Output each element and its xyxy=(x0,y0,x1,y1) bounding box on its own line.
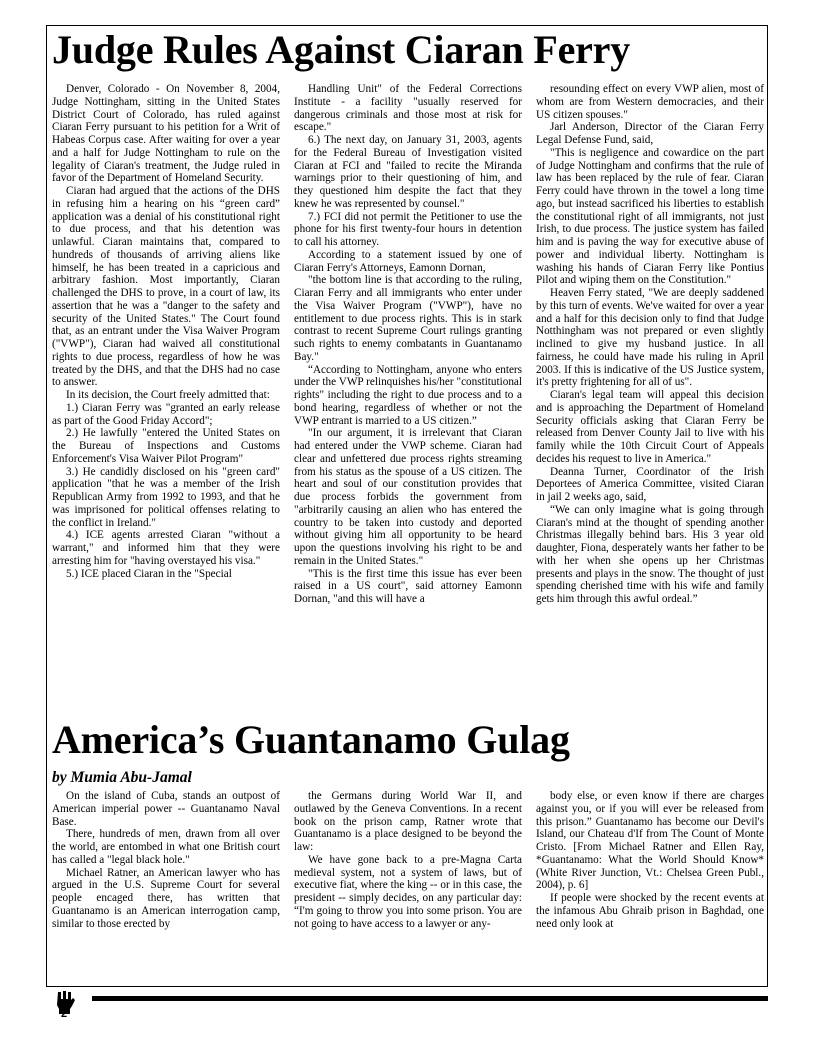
paragraph: According to a statement issued by one of Ciaran Ferry's Attorneys, Eamonn Dornan, xyxy=(294,248,522,274)
paragraph: There, hundreds of men, drawn from all over the world, are entombed in what one British court has called a "legal black hole." xyxy=(52,828,280,866)
article2-headline: America’s Guantanamo Gulag xyxy=(52,717,570,762)
paragraph: 4.) ICE agents arrested Ciaran "without a warrant," and informed him that they were arresting him for "having overstayed his visa." xyxy=(52,529,280,567)
paragraph: Jarl Anderson, Director of the Ciaran Ferry Legal Defense Fund, said, xyxy=(536,121,764,146)
paragraph: "This is the first time this issue has ever been raised in a US court", said attorney Eamonn Dornan, "and this will have a xyxy=(294,567,522,605)
paragraph: “We can only imagine what is going through Ciaran's mind at the thought of spending another Christmas illegally behind bars. His 3 year old daughter, Fiona, desperately wants her father to be with her when she opens up her Christmas presents and plays in the snow. The thought of just spending cherished time with his wife and family gets him through this awful ordeal.” xyxy=(536,503,764,605)
paragraph: Handling Unit" of the Federal Corrections Institute - a facility "usually reserved for dangerous criminals and those most at risk for escape." xyxy=(294,83,522,134)
article2-column-2 xyxy=(294,790,522,967)
paragraph: Denver, Colorado - On November 8, 2004, Judge Nottingham, sitting in the United States District Court of Colorado, has ruled against Ciaran Ferry pursuant to his petition for a Writ of Habeas Corpus case. After waiting for over a year and a half for Judge Nottingham to rule on the legality of Ciaran's treatment, the Judge ruled in favor of the Department of Homeland Security. xyxy=(52,83,280,185)
footer-rule xyxy=(92,996,768,1001)
paragraph: "In our argument, it is irrelevant that Ciaran had entered under the VWP scheme. Ciaran had clear and unfettered due process rights streaming from his status as the spouse of a US citizen. The heart and soul of our constitution provides that due process forbids the government from "arbitrarily causing an alien who has entered the country to be taken into custody and deported without giving him all opportunity to be heard upon the questions involving his right to be and remain in the United States." xyxy=(294,427,522,567)
article1-column-1 xyxy=(52,83,280,713)
paragraph: Ciaran's legal team will appeal this decision and is approaching the Department of Homeland Security officials asking that Ciaran Ferry be released from Denver County Jail to live with his family while the 10th Circuit Court of Appeals decides his request to live in America." xyxy=(536,389,764,465)
paragraph: the Germans during World War II, and outlawed by the Geneva Conventions. In a recent book on the prison camp, Ratner wrote that Guantanamo is a place designed to be beyond the law: xyxy=(294,790,522,853)
paragraph: We have gone back to a pre-Magna Carta medieval system, not a system of laws, but of executive fiat, where the king -- or in this case, the president -- simply decides, on any particular day: “I'm going to throw you into some prison. You are not going to have access to a lawyer or any- xyxy=(294,853,522,930)
article2-byline: by Mumia Abu-Jamal xyxy=(52,769,192,786)
paragraph: On the island of Cuba, stands an outpost of American imperial power -- Guantanamo Naval Base. xyxy=(52,790,280,828)
paragraph: resounding effect on every VWP alien, most of whom are from Western democracies, and their US citizen spouses." xyxy=(536,83,764,121)
paragraph: 2.) He lawfully "entered the United States on the Bureau of Inspections and Customs Enforcement's Visa Waiver Pilot Program" xyxy=(52,427,280,465)
paragraph: 7.) FCI did not permit the Petitioner to use the phone for his first twenty-four hours in detention to call his attorney. xyxy=(294,210,522,248)
paragraph: If people were shocked by the recent events at the infamous Abu Ghraib prison in Baghdad, one need only look at xyxy=(536,892,764,930)
paragraph: 5.) ICE placed Ciaran in the "Special xyxy=(66,567,232,580)
paragraph: 1.) Ciaran Ferry was "granted an early release as part of the Good Friday Accord"; xyxy=(52,401,280,427)
paragraph: "the bottom line is that according to the ruling, Ciaran Ferry and all immigrants who enter under the Visa Waiver Program ("VWP"), have no entitlement to due process rights. This is in stark contrast to recent Supreme Court rulings granting such rights to enemy combatants in Guantanamo Bay." xyxy=(294,274,522,363)
article2-column-3 xyxy=(536,790,764,967)
article1-body xyxy=(52,83,763,713)
paragraph: Ciaran had argued that the actions of the DHS in refusing him a hearing on his “green card” application was a denial of his constitutional right to due process, and that his detention was unlawful. Ciaran maintains that, compared to hundreds of thousands of arriving aliens like himself, he has been treated in a capricious and arbitrary fashion. Most importantly, Ciaran challenged the DHS to prove, in a court of law, its assertion that he was a "danger to the safety and security of the United States." The Court found that, as an entrant under the Visa Waiver Program ("VWP"), Ciaran had waived all constitutional rights to due process, regardless of how he was treated by the DHS, and that the DHS had no case to answer. xyxy=(52,185,280,389)
page-number: 2 xyxy=(60,1008,68,1018)
paragraph: body else, or even know if there are charges against you, or if you will ever be released from this prison.” Guantanamo has become our Devil's Island, our Chateau d'If from The Count of Monte Cristo. [From Michael Ratner and Ellen Ray, *Guantanamo: What the World Should Know* (White River Junction, Vt.: Chelsea Green Publ., 2004), p. 6] xyxy=(536,790,764,892)
paragraph: 6.) The next day, on January 31, 2003, agents for the Federal Bureau of Investigation visited Ciaran at FCI and "failed to recite the Miranda warnings prior to their questioning of him, and they questioned him despite the fact that they knew he was represented by counsel." xyxy=(294,134,522,210)
article1-column-3 xyxy=(536,83,764,713)
paragraph: "This is negligence and cowardice on the part of Judge Nottingham and confirms that the rule of law has been replaced by the rule of fear. Ciaran Ferry could have thrown in the towel a long time ago, but instead sacrificed his liberties to establish the constitutional right of all immigrants, not just Irish, to due process. The justice system has failed him and is paving the way for executive abuse of power and individual liberty. Nottingham is washing his hands of Ciaran Ferry like Pontius Pilot and wiping them on the Constitution." xyxy=(536,146,764,287)
paragraph: “According to Nottingham, anyone who enters under the VWP relinquishes his/her "constitutional rights" including the right to due process and to a bond hearing, regardless of whether or not the VWP entrant is married to a US citizen.” xyxy=(294,363,522,427)
paragraph: 3.) He candidly disclosed on his "green card" application "that he was a member of the Irish Republican Army from 1992 to 1993, and that he was imprisoned for political offenses relating to the conflict in Ireland." xyxy=(52,465,280,529)
article2-column-1 xyxy=(52,790,280,967)
raised-fist-icon xyxy=(50,990,78,1018)
paragraph: Deanna Turner, Coordinator of the Irish Deportees of America Committee, visited Ciaran in jail 2 weeks ago, said, xyxy=(536,465,764,503)
article1-column-2 xyxy=(294,83,522,713)
paragraph: Heaven Ferry stated, "We are deeply saddened by this turn of events. We've waited for over a year and a half for this decision only to find that Judge Notthingham was not prepared or even slightly inclined to give my husband justice. In all fairness, he could have made his ruling in April 2003. If this is indicative of the US Justice system, it's pretty frightening for all of us". xyxy=(536,287,764,389)
article2-body xyxy=(52,790,763,967)
article1-headline: Judge Rules Against Ciaran Ferry xyxy=(52,27,631,72)
paragraph: In its decision, the Court freely admitted that: xyxy=(66,389,270,401)
paragraph: Michael Ratner, an American lawyer who has argued in the U.S. Supreme Court for several people encaged there, has written that Guantanamo is an American interrogation camp, similar to those erected by xyxy=(52,866,280,930)
